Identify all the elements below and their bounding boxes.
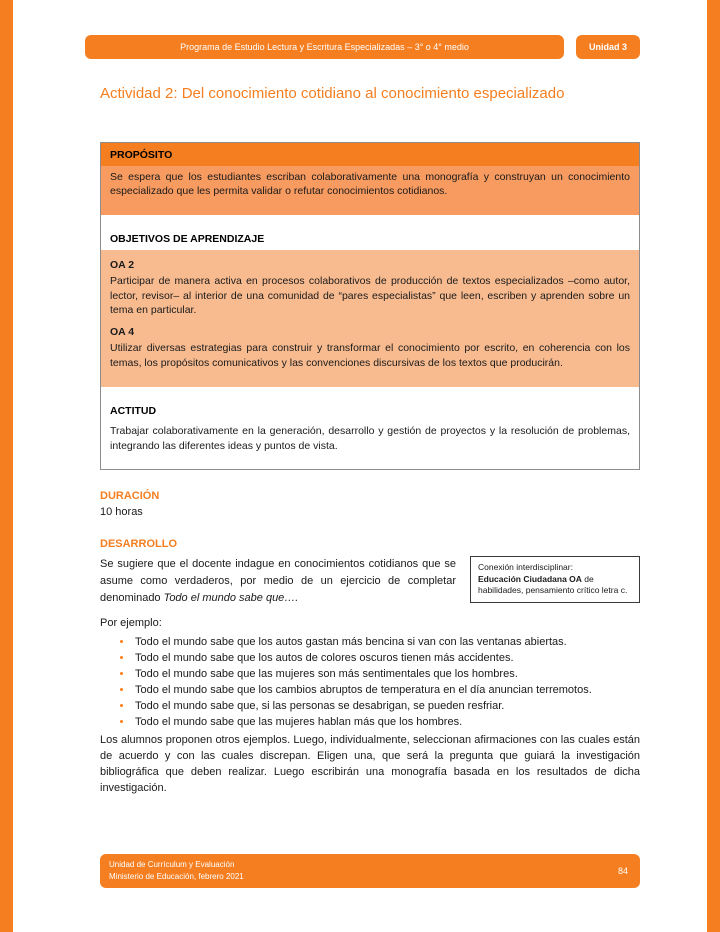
sidebox-title: Conexión interdisciplinar: (478, 562, 573, 573)
objetivos-heading: OBJETIVOS DE APRENDIZAJE (110, 232, 265, 245)
list-item: • Todo el mundo sabe que las mujeres son más sentimentales que los hombres. (133, 667, 640, 683)
list-item: • Todo el mundo sabe que los autos de colores oscuros tienen más accidentes. (133, 651, 640, 667)
intro-italic-phrase: Todo el mundo sabe que…. (163, 592, 299, 605)
list-item: • Todo el mundo sabe que los cambios abruptos de temperatura en el día anuncian terremotos. (133, 683, 640, 699)
examples-list (100, 635, 640, 731)
list-item: • Todo el mundo sabe que, si las personas se desabrigan, se pueden resfriar. (133, 699, 640, 715)
header-unit-badge: Unidad 3 (576, 35, 640, 59)
objetivos-body (101, 250, 639, 387)
actitud-heading: ACTITUD (110, 405, 157, 418)
objetivos-section (101, 227, 639, 387)
proposito-section (101, 143, 639, 215)
desarrollo-intro-row (100, 556, 640, 607)
oa2-label: OA 2 (110, 258, 135, 271)
closing-paragraph: Los alumnos proponen otros ejemplos. Luego, individualmente, seleccionan afirmaciones con las cuales están de acuerdo y con las cuales discrepan. Eligen una, que será la pregunta que guiará la investigación bibliográfica que deben realizar. Luego escribirán una monografía basada en los resultados de dicha investigación. (100, 734, 640, 794)
actitud-section (101, 399, 639, 461)
footer-line1: Unidad de Currículum y Evaluación (109, 860, 235, 869)
proposito-heading: PROPÓSITO (101, 143, 639, 166)
list-item: • Todo el mundo sabe que los autos gastan más bencina si van con las ventanas abiertas. (133, 635, 640, 651)
duracion-heading: DURACIÓN (100, 490, 160, 503)
example-label: Por ejemplo: (100, 617, 162, 630)
oa4-label: OA 4 (110, 325, 135, 338)
footer-credits (109, 859, 244, 883)
right-edge-bar (707, 0, 720, 932)
oa4-text: Utilizar diversas estrategias para construir y transformar el conocimiento por escrito, en coherencia con los temas, los propósitos comunicativos y las convenciones discursivas de los textos que producirán. (110, 342, 630, 369)
duracion-value: 10 horas (100, 506, 143, 519)
objectives-box (100, 142, 640, 470)
footer-line2: Ministerio de Educación, febrero 2021 (109, 872, 244, 881)
page-number: 84 (617, 866, 628, 876)
desarrollo-heading: DESARROLLO (100, 538, 177, 551)
desarrollo-intro (100, 556, 456, 607)
page-inner (85, 0, 640, 797)
proposito-body: Se espera que los estudiantes escriban colaborativamente una monografía y construyan un conocimiento especializado que les permita validar o refutar conocimientos cotidianos. (101, 166, 639, 215)
intro-text: Se sugiere que el docente indague en conocimientos cotidianos que se asume como verdaderos, por medio de un ejercicio de completar denominado (100, 558, 456, 605)
page-header (85, 35, 640, 59)
activity-title: Actividad 2: Del conocimiento cotidiano al conocimiento especializado (100, 85, 565, 102)
header-program-title: Programa de Estudio Lectura y Escritura Especializadas – 3° o 4° medio (85, 35, 564, 59)
actitud-body: Trabajar colaborativamente en la generación, desarrollo y gestión de proyectos y la resolución de problemas, integrando las diferentes ideas y puntos de vista. (110, 425, 630, 452)
left-edge-bar (0, 0, 13, 932)
interdisciplinary-connection-box (470, 556, 640, 602)
oa2-text: Participar de manera activa en procesos colaborativos de producción de textos especializados –como autor, lector, revisor– al interior de una comunidad de “pares especialistas” que leen, escriben y aprenden sobre un tema en particular. (110, 275, 630, 317)
list-item: • Todo el mundo sabe que las mujeres hablan más que los hombres. (133, 715, 640, 731)
sidebox-rest-text: de habilidades, pensamiento crítico letra c. (478, 573, 628, 596)
sidebox-body (478, 574, 632, 597)
sidebox-bold-text: Educación Ciudadana OA (478, 573, 582, 584)
page-footer (100, 854, 640, 888)
page-content (100, 85, 640, 797)
